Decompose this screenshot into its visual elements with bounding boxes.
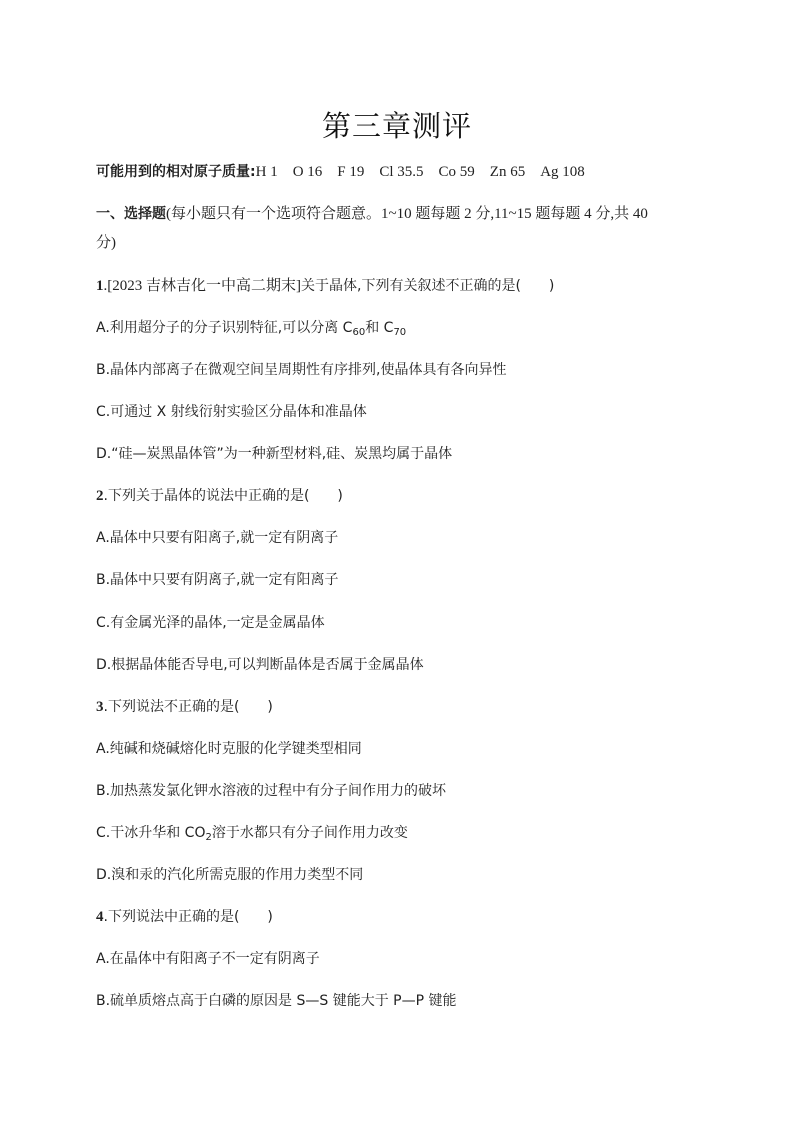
section-note-line1: (每小题只有一个选项符合题意。1~10 题每题 2 分,11~15 题每题 4 分,共 40	[166, 206, 648, 222]
question-3-option-a: A.纯碱和烧碱熔化时克服的化学键类型相同	[96, 741, 362, 757]
question-3-option-c	[96, 823, 408, 843]
question-1-option-a	[96, 318, 406, 338]
question-4-number: 4	[96, 909, 104, 925]
question-3-number: 3	[96, 699, 104, 715]
option-c-text: C.干冰升华和 CO	[96, 825, 206, 841]
question-1-option-b: B.晶体内部离子在微观空间呈周期性有序排列,使晶体具有各向异性	[96, 362, 507, 378]
subscript: 70	[393, 327, 407, 338]
question-2-number: 2	[96, 488, 104, 504]
question-1-source: .[2023 吉林吉化一中高二期末]	[103, 278, 301, 294]
question-3-option-b: B.加热蒸发氯化钾水溶液的过程中有分子间作用力的破坏	[96, 783, 447, 799]
question-3-option-d: D.溴和汞的汽化所需克服的作用力类型不同	[96, 867, 364, 883]
atomic-masses-values: H 1 O 16 F 19 Cl 35.5 Co 59 Zn 65 Ag 108	[255, 164, 585, 180]
question-3-text: .下列说法不正确的是( )	[103, 699, 273, 715]
section-heading	[96, 204, 648, 224]
subscript: 60	[352, 327, 366, 338]
question-2-option-c: C.有金属光泽的晶体,一定是金属晶体	[96, 615, 325, 631]
section-note-line2: 分)	[96, 235, 116, 251]
question-2-text: .下列关于晶体的说法中正确的是( )	[103, 488, 343, 504]
atomic-masses-label: 可能用到的相对原子质量:	[96, 164, 256, 180]
option-a-text-mid: 和 C	[365, 320, 394, 336]
question-1-stem	[96, 276, 554, 296]
question-4-option-b: B.硫单质熔点高于白磷的原因是 S—S 键能大于 P—P 键能	[96, 993, 457, 1009]
question-1-text: 关于晶体,下列有关叙述不正确的是( )	[301, 278, 555, 294]
question-1-number: 1	[96, 278, 104, 294]
question-2-option-b: B.晶体中只要有阴离子,就一定有阳离子	[96, 572, 339, 588]
question-1-option-d: D.“硅—炭黑晶体管”为一种新型材料,硅、炭黑均属于晶体	[96, 446, 453, 462]
option-c-text-post: 溶于水都只有分子间作用力改变	[211, 825, 408, 841]
subscript: 2	[205, 832, 212, 843]
page-title: 第三章测评	[321, 109, 472, 143]
question-4-stem	[96, 907, 273, 927]
question-2-option-a: A.晶体中只要有阳离子,就一定有阴离子	[96, 530, 339, 546]
question-4-text: .下列说法中正确的是( )	[103, 909, 273, 925]
question-2-option-d: D.根据晶体能否导电,可以判断晶体是否属于金属晶体	[96, 657, 424, 673]
question-1-option-c: C.可通过 X 射线衍射实验区分晶体和准晶体	[96, 404, 367, 420]
question-2-stem	[96, 486, 343, 506]
question-3-stem	[96, 697, 273, 717]
section-heading-label: 一、选择题	[96, 206, 166, 222]
question-4-option-a: A.在晶体中有阳离子不一定有阴离子	[96, 951, 320, 967]
option-a-text: A.利用超分子的分子识别特征,可以分离 C	[96, 320, 353, 336]
atomic-masses-line	[96, 162, 585, 182]
